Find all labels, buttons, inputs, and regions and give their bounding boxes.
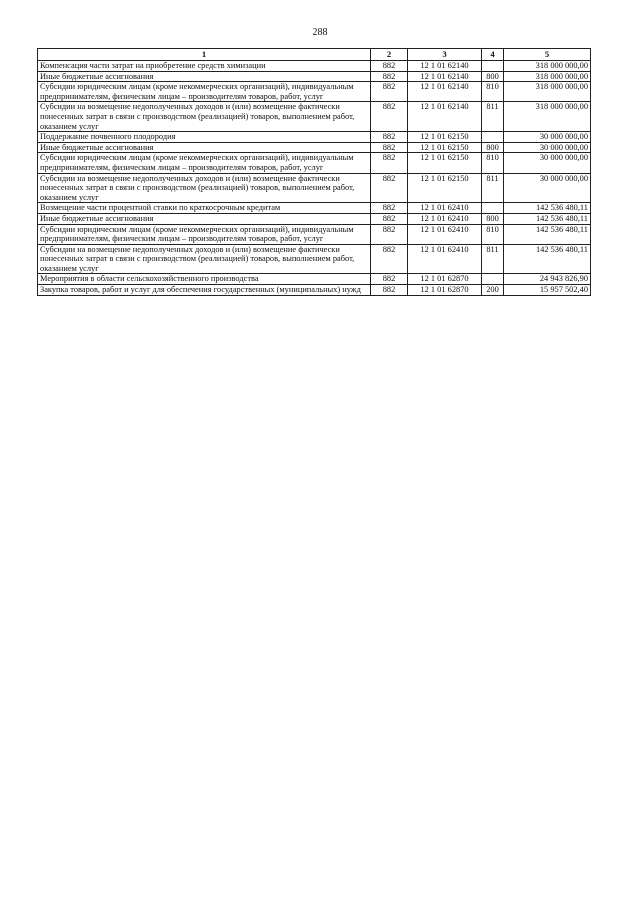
cell-target-article: 12 1 01 62140 bbox=[408, 102, 482, 132]
cell-expense-type: 200 bbox=[482, 285, 504, 296]
cell-ministry-code: 882 bbox=[371, 132, 408, 143]
cell-ministry-code: 882 bbox=[371, 102, 408, 132]
cell-ministry-code: 882 bbox=[371, 82, 408, 102]
cell-name: Субсидии юридическим лицам (кроме некоммерческих организаций), индивидуальным предпринимателям, физическим лицам – производителям товаров, работ, услуг bbox=[38, 153, 371, 173]
table-row bbox=[38, 142, 591, 153]
cell-amount: 142 536 480,11 bbox=[504, 244, 591, 274]
cell-amount: 142 536 480,11 bbox=[504, 224, 591, 244]
column-header-target-article: 3 bbox=[408, 49, 482, 61]
cell-ministry-code: 882 bbox=[371, 173, 408, 203]
cell-amount: 318 000 000,00 bbox=[504, 61, 591, 72]
cell-expense-type: 810 bbox=[482, 224, 504, 244]
cell-name: Возмещение части процентной ставки по краткосрочным кредитам bbox=[38, 203, 371, 214]
cell-expense-type: 811 bbox=[482, 244, 504, 274]
table-row bbox=[38, 61, 591, 72]
column-header-expense-type: 4 bbox=[482, 49, 504, 61]
table-row bbox=[38, 203, 591, 214]
cell-expense-type bbox=[482, 203, 504, 214]
cell-ministry-code: 882 bbox=[371, 285, 408, 296]
cell-name: Иные бюджетные ассигнования bbox=[38, 142, 371, 153]
cell-ministry-code: 882 bbox=[371, 153, 408, 173]
table-row bbox=[38, 224, 591, 244]
column-header-ministry: 2 bbox=[371, 49, 408, 61]
cell-amount: 318 000 000,00 bbox=[504, 71, 591, 82]
cell-target-article: 12 1 01 62150 bbox=[408, 153, 482, 173]
cell-name: Закупка товаров, работ и услуг для обеспечения государственных (муниципальных) нужд bbox=[38, 285, 371, 296]
table-row bbox=[38, 153, 591, 173]
table-row bbox=[38, 213, 591, 224]
table-row bbox=[38, 173, 591, 203]
cell-target-article: 12 1 01 62140 bbox=[408, 61, 482, 72]
table-body bbox=[38, 61, 591, 296]
cell-ministry-code: 882 bbox=[371, 203, 408, 214]
cell-name: Мероприятия в области сельскохозяйственного производства bbox=[38, 274, 371, 285]
cell-expense-type: 800 bbox=[482, 213, 504, 224]
cell-amount: 142 536 480,11 bbox=[504, 213, 591, 224]
page-number: 288 bbox=[312, 27, 328, 38]
cell-name: Иные бюджетные ассигнования bbox=[38, 213, 371, 224]
table-header-row bbox=[38, 49, 591, 61]
cell-amount: 142 536 480,11 bbox=[504, 203, 591, 214]
cell-target-article: 12 1 01 62150 bbox=[408, 132, 482, 143]
cell-expense-type: 810 bbox=[482, 153, 504, 173]
cell-amount: 15 957 502,40 bbox=[504, 285, 591, 296]
cell-target-article: 12 1 01 62410 bbox=[408, 213, 482, 224]
table-row bbox=[38, 132, 591, 143]
cell-target-article: 12 1 01 62870 bbox=[408, 274, 482, 285]
cell-target-article: 12 1 01 62150 bbox=[408, 142, 482, 153]
cell-target-article: 12 1 01 62140 bbox=[408, 82, 482, 102]
cell-amount: 318 000 000,00 bbox=[504, 82, 591, 102]
table-row bbox=[38, 71, 591, 82]
cell-name: Компенсация части затрат на приобретение средств химизации bbox=[38, 61, 371, 72]
column-header-amount: 5 bbox=[504, 49, 591, 61]
cell-amount: 30 000 000,00 bbox=[504, 153, 591, 173]
cell-target-article: 12 1 01 62410 bbox=[408, 203, 482, 214]
table-row bbox=[38, 274, 591, 285]
cell-amount: 318 000 000,00 bbox=[504, 102, 591, 132]
cell-expense-type bbox=[482, 274, 504, 285]
table-row bbox=[38, 82, 591, 102]
cell-name: Иные бюджетные ассигнования bbox=[38, 71, 371, 82]
cell-ministry-code: 882 bbox=[371, 224, 408, 244]
table-row bbox=[38, 102, 591, 132]
cell-ministry-code: 882 bbox=[371, 61, 408, 72]
cell-amount: 24 943 826,90 bbox=[504, 274, 591, 285]
cell-name: Субсидии юридическим лицам (кроме некоммерческих организаций), индивидуальным предпринимателям, физическим лицам – производителям товаров, работ, услуг bbox=[38, 82, 371, 102]
cell-target-article: 12 1 01 62870 bbox=[408, 285, 482, 296]
cell-expense-type: 800 bbox=[482, 142, 504, 153]
cell-ministry-code: 882 bbox=[371, 71, 408, 82]
cell-name: Субсидии юридическим лицам (кроме некоммерческих организаций), индивидуальным предпринимателям, физическим лицам – производителям товаров, работ, услуг bbox=[38, 224, 371, 244]
table-row bbox=[38, 285, 591, 296]
column-header-name: 1 bbox=[38, 49, 371, 61]
cell-name: Субсидии на возмещение недополученных доходов и (или) возмещение фактически понесенных затрат в связи с производством (реализацией) товаров, выполнением работ, оказанием услуг bbox=[38, 244, 371, 274]
cell-amount: 30 000 000,00 bbox=[504, 142, 591, 153]
cell-expense-type bbox=[482, 61, 504, 72]
budget-table bbox=[37, 48, 591, 296]
cell-target-article: 12 1 01 62150 bbox=[408, 173, 482, 203]
cell-name: Поддержание почвенного плодородия bbox=[38, 132, 371, 143]
cell-name: Субсидии на возмещение недополученных доходов и (или) возмещение фактически понесенных затрат в связи с производством (реализацией) товаров, выполнением работ, оказанием услуг bbox=[38, 102, 371, 132]
cell-target-article: 12 1 01 62410 bbox=[408, 244, 482, 274]
cell-expense-type: 800 bbox=[482, 71, 504, 82]
cell-expense-type: 811 bbox=[482, 102, 504, 132]
cell-expense-type: 810 bbox=[482, 82, 504, 102]
cell-target-article: 12 1 01 62410 bbox=[408, 224, 482, 244]
cell-expense-type: 811 bbox=[482, 173, 504, 203]
table-row bbox=[38, 244, 591, 274]
cell-ministry-code: 882 bbox=[371, 142, 408, 153]
cell-name: Субсидии на возмещение недополученных доходов и (или) возмещение фактически понесенных затрат в связи с производством (реализацией) товаров, выполнением работ, оказанием услуг bbox=[38, 173, 371, 203]
cell-ministry-code: 882 bbox=[371, 244, 408, 274]
cell-amount: 30 000 000,00 bbox=[504, 173, 591, 203]
cell-amount: 30 000 000,00 bbox=[504, 132, 591, 143]
cell-target-article: 12 1 01 62140 bbox=[408, 71, 482, 82]
cell-expense-type bbox=[482, 132, 504, 143]
cell-ministry-code: 882 bbox=[371, 274, 408, 285]
cell-ministry-code: 882 bbox=[371, 213, 408, 224]
